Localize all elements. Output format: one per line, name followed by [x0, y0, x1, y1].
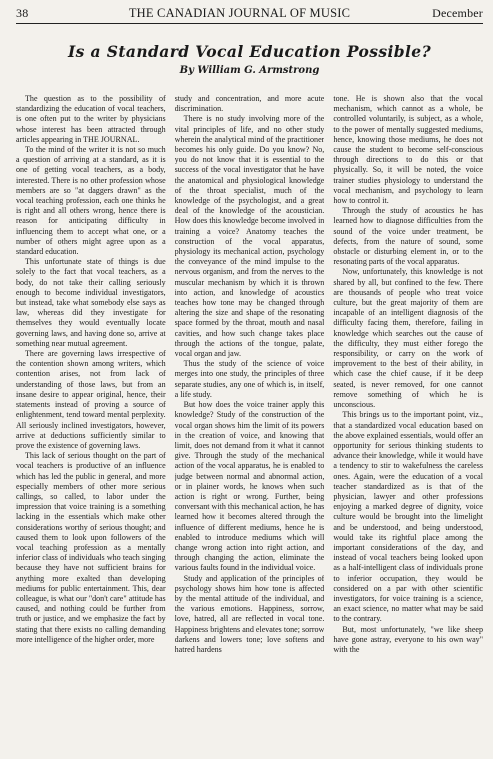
issue-month: December [432, 6, 483, 20]
column-2 [175, 94, 325, 726]
paragraph: Thus the study of the science of voice merges into one study, the principles of three separate studies, any one of which is, in itself, a life study. [174, 359, 325, 399]
journal-title: THE CANADIAN JOURNAL OF MUSIC [128, 6, 351, 20]
article-byline: By William G. Armstrong [179, 65, 320, 76]
paragraph: There is no study involving more of the vital principles of life, and no other study wherein the analytical mind of the practitioner becomes his only guide. Do you know? No, you do not know that it is essential to the success of the vocal investigator that he have the anatomical and physiological knowledge of the throat specialist, much of the knowledge of the psychologist, and a great deal of the knowledge of the acoustician. How does this knowledge become involved in training a voice? Anatomy teaches the construction of the vocal apparatus, physiology its mechanical action, psychology the conveyance of the mind impulse to the nervous organism, and from the nerves to the muscular mechanism by which it is thrown into action, and knowledge of acoustics teaches how tone may be changed through altering the size and shape of the resonating space formed by the throat, mouth and nasal cavities, and how such change takes place through the actions of the tongue, palate, vocal organ and jaw. [174, 114, 325, 359]
paragraph: Study and application of the principles of psychology shows him how tone is affected by the mental attitude of the individual, and the various emotions. Happiness, sorrow, love, hatred, all are reflected in vocal tone. Happiness brightens and elevates tone; sorrow darkens and lowers tone; love softens and hatred hardens [174, 573, 325, 654]
paragraph: This brings us to the important point, viz., that a standardized vocal education based on the above explained essentials, would offer an opportunity for serious thinking students to advance their knowledge, while it would have a tendency to stir to wakefulness the careless ones. Again, were the education of a vocal teacher standardized as is that of the physician, lawyer and other professions enjoying a marked degree of dignity, voice culture would be brought into the limelight and be understood, and being understood, would take its rightful place among the important considerations of the day, and instead of vocal teachers being looked upon as a half-intelligent class of individuals prone to inferior occupation, they would be considered on a par with other scientific investigators, for voice training is a science, an exact science, no matter what may be said to the contrary. [333, 410, 483, 624]
paragraph: But, most unfortunately, "we like sheep have gone astray, everyone to his own way" with the [333, 624, 483, 654]
paragraph: This lack of serious thought on the part of vocal teachers is productive of an influence which has led the public in general, and more especially members of other more serious callings, so called, to labor under the impression that voice training is a something lacking in the essentials which make other considerations worthy of serious thought; and caused them to look upon followers of the vocal teaching profession as a mentally inferior class of individuals who teach singing because they have not sufficient brains for anything more exalted than developing mediums for public entertainment. This, dear colleague, is what our "don't care" attitude has caused, and nothing could be further from truth or justice, and we emphasize the fact by stating that there exists no calling demanding more intelligence of the higher order, more [16, 451, 166, 644]
paragraph: tone. He is shown also that the vocal mechanism, which cannot as a whole, be controlled voluntarily, is subject, as a whole, to the power of mentally suggested mediums, hence, knowing those mediums, he does not cause the student to become self-conscious through directions to do this or that physically. So, it will be noted, the voice trainer studies physiology to understand the vocal mechanism, and psychology to learn how to control it. [333, 94, 483, 206]
column-3 [333, 94, 483, 726]
page-number: 38 [16, 6, 29, 20]
column-1 [16, 94, 166, 726]
paragraph: Through the study of acoustics he has learned how to diagnose difficulties from the sound of the voice under treatment, be defects, from the nature of sound, some obstacle or disturbing element in, or to the resonating parts of the vocal apparatus. [333, 206, 483, 267]
paragraph: The question as to the possibility of standardizing the education of vocal teachers, is one often put to the writer by physicians whose interest has been attracted through articles appearing in THE JOURNAL. [16, 94, 166, 144]
paragraph: This unfortunate state of things is due solely to the fact that vocal teachers, as a body, do not take their calling seriously enough to become individual investigators, but instead, take what somebody else says as law, whereas did they investigate for themselves they would eventually locate governing laws, and having done so, arrive at something near mutual agreement. [16, 257, 166, 348]
paragraph: Now, unfortunately, this knowledge is not shared by all, but confined to the few. There are thousands of people who treat voice culture, but the great majority of them are incapable of an intelligent diagnosis of the difficulty facing them, therefore, failing in knowledge which searches out the cause of the difficulty, they must either forego the responsibility, or carry on the work of improvement to the best of their ability, in which case the chief cause, if it be deep seated, is never removed, for one cannot remove something of which he is unconscious. [333, 267, 483, 410]
article-title: Is a Standard Vocal Education Possible? [67, 42, 432, 61]
article-body [16, 94, 483, 726]
paragraph: But how does the voice trainer apply this knowledge? Study of the construction of the vocal organ shows him the limit of its powers in the creation of voice, and knowing that limit, does not demand from it what it cannot give. Through the study of the mechanical action of the vocal apparatus, he is enabled to judge between normal and abnormal action, or in plainer words, he knows when such action is right or wrong. Further, being conversant with this mechanical action, he has learned how it becomes altered through the influence of different mediums, hence he is enabled to introduce mediums which will change wrong action into right action, and through changing the action, eliminate the various faults found in the individual voice. [174, 400, 325, 573]
paragraph: To the mind of the writer it is not so much a question of arriving at a standard, as it is one of getting vocal teachers, as a body, interested. There is no other profession whose members are so "at daggers drawn" as the vocal teaching profession, each one thinks he is right and all others wrong, hence there is reason for anticipating difficulty in influencing them to accept what one, or a number of others might agree upon as a standard education. [16, 145, 166, 257]
paragraph: There are governing laws irrespective of the contention shown among writers, which contention arises, not from lack of understanding of those laws, but from an insane desire to appear original, hence, their statements instead of proving a source of enlightenment, tend toward mental perplexity. All seriously inclined investigators, however, arrive at deductions sufficiently similar to prove the existence of governing laws. [16, 349, 166, 450]
paragraph: study and concentration, and more acute discrimination. [174, 94, 325, 114]
running-header [16, 6, 483, 24]
